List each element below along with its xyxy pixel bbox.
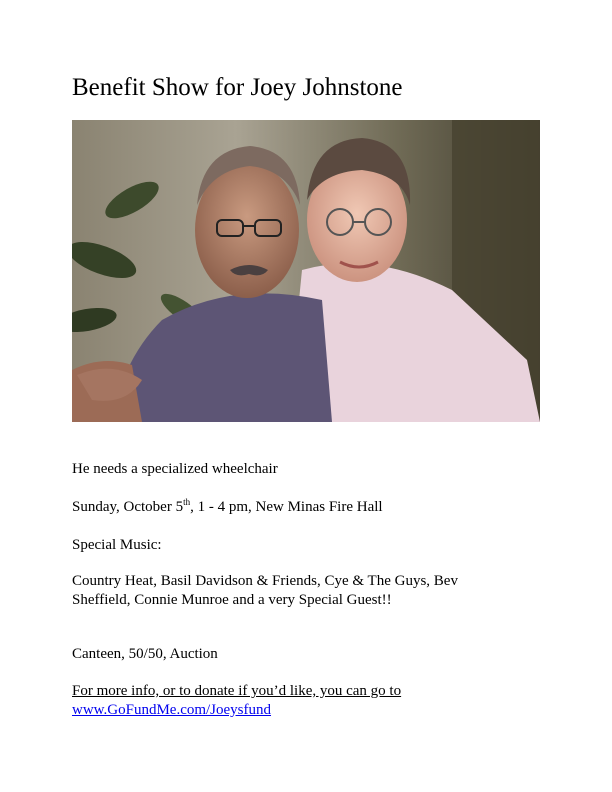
performers-list [72,572,458,610]
page-title: Benefit Show for Joey Johnstone [72,74,403,101]
event-date-line [72,498,383,517]
performers-line-2: Sheffield, Connie Munroe and a very Special Guest!! [72,592,392,608]
extras-text: Canteen, 50/50, Auction [72,646,218,662]
event-photo [72,120,540,422]
donation-link-line [72,701,271,720]
music-heading: Special Music: [72,537,162,553]
performers-line-1: Country Heat, Basil Davidson & Friends, Cye & The Guys, Bev [72,573,458,589]
need-text: He needs a specialized wheelchair [72,461,278,477]
info-text: For more info, or to donate if you’d like, you can go to [72,683,402,699]
event-time-location: , 1 - 4 pm, New Minas Fire Hall [190,499,383,515]
event-date-prefix: Sunday, October 5 [72,499,184,515]
event-date-suffix-sup: th [183,497,191,507]
photo-illustration [72,120,540,422]
gofundme-link[interactable]: www.GoFundMe.com/Joeysfund [72,702,272,718]
